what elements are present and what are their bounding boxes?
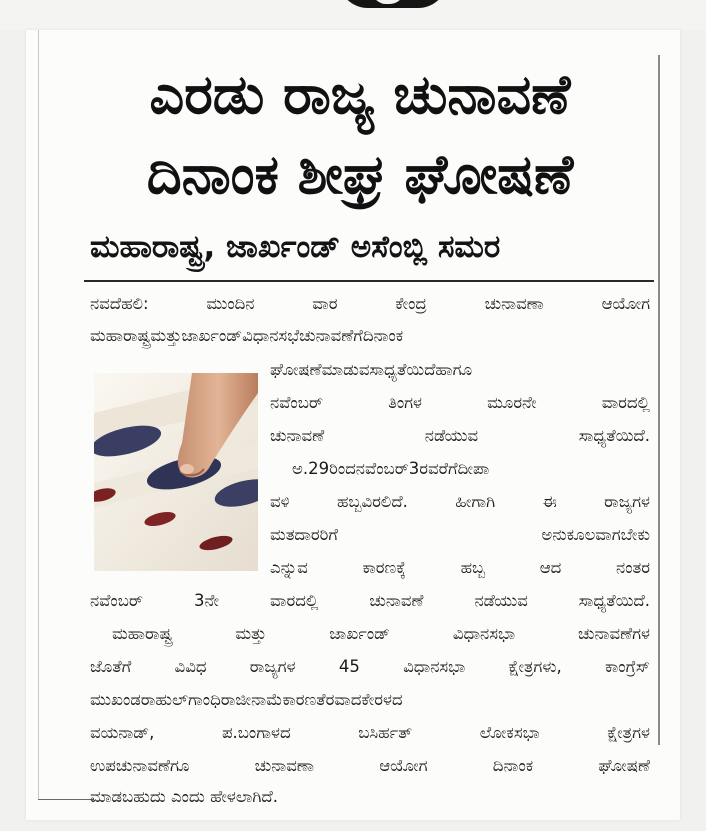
column-rule-bottom xyxy=(38,799,94,800)
body-line-11: ಮಹಾರಾಷ್ಟ್ರ ಮತ್ತು ಜಾರ್ಖಂಡ್ ವಿಧಾನಸಭಾ ಚುನಾವಣೆಗಳ xyxy=(112,624,650,643)
body-line-14: ವಯನಾಡ್, ಪ.ಬಂಗಾಳದ ಬಸಿರ್ಹತ್ ಲೋಕಸಭಾ ಕ್ಷೇತ್ರಗಳ xyxy=(90,723,650,742)
headline-line-1: ಎರಡು ರಾಜ್ಯ ಚುನಾವಣೆ xyxy=(149,63,571,126)
subheadline-divider xyxy=(84,280,654,282)
body-line-1: ನವದೆಹಲಿ: ಮುಂದಿನ ವಾರ ಕೇಂದ್ರ ಚುನಾವಣಾ ಆಯೋಗ xyxy=(90,294,650,313)
body-line-5: ಚುನಾವಣೆ ನಡೆಯುವ ಸಾಧ್ಯತೆಯಿದೆ. xyxy=(270,426,650,445)
body-line-10: ನವೆಂಬರ್ 3ನೇ ವಾರದಲ್ಲಿ ಚುನಾವಣೆ ನಡೆಯುವ ಸಾಧ್ಯತೆಯಿದೆ. xyxy=(90,591,650,610)
body-line-16: ಮಾಡಬಹುದು ಎಂದು ಹೇಳಲಾಗಿದೆ. xyxy=(90,787,278,806)
headline-line-2: ದಿನಾಂಕ ಶೀಘ್ರ ಘೋಷಣೆ xyxy=(146,143,574,206)
body-line-3: ಘೋಷಣೆಮಾಡುವಸಾಧ್ಯತೆಯಿದೆಹಾಗೂ xyxy=(270,360,473,379)
body-line-4: ನವೆಂಬರ್ ತಿಂಗಳ ಮೂರನೇ ವಾರದಲ್ಲಿ xyxy=(270,393,650,412)
evm-voting-finger-photo-icon xyxy=(94,373,258,571)
evm-photo xyxy=(94,373,258,571)
body-line-2: ಮಹಾರಾಷ್ಟ್ರಮತ್ತುಜಾರ್ಖಂಡ್‌ವಿಧಾನಸಭೆಚುನಾವಣೆಗೆದಿನಾಂಕ xyxy=(90,326,404,345)
body-line-13: ಮುಖಂಡರಾಹುಲ್‌ಗಾಂಧಿರಾಜೀನಾಮೆಕಾರಣತೆರವಾದಕೇರಳದ xyxy=(90,690,403,709)
body-line-7: ವಳಿ ಹಬ್ಬವಿರಲಿದೆ. ಹೀಗಾಗಿ ಈ ರಾಜ್ಯಗಳ xyxy=(270,492,650,511)
body-line-8: ಮತದಾರರಿಗೆ ಅನುಕೂಲವಾಗಬೇಕು xyxy=(270,525,650,544)
column-rule-left xyxy=(38,30,39,800)
body-line-12: ಜೊತೆಗೆ ವಿವಿಧ ರಾಜ್ಯಗಳ 45 ವಿಧಾನಸಭಾ ಕ್ಷೇತ್ರಗಳು, ಕಾಂಗ್ರೆಸ್ xyxy=(90,657,650,676)
subheadline: ಮಹಾರಾಷ್ಟ್ರ, ಜಾರ್ಖಂಡ್ ಅಸೆಂಬ್ಲಿ ಸಮರ xyxy=(90,229,501,265)
body-line-9: ಎನ್ನುವ ಕಾರಣಕ್ಕೆ ಹಬ್ಬ ಆದ ನಂತರ xyxy=(270,558,650,577)
body-line-15: ಉಪಚುನಾವಣೆಗೂ ಚುನಾವಣಾ ಆಯೋಗ ದಿನಾಂಕ ಘೋಷಣೆ xyxy=(90,756,650,775)
body-line-6: ಅ.29ರಿಂದನವೆಂಬರ್3ರವರೆಗೆದೀಪಾ xyxy=(292,459,490,478)
